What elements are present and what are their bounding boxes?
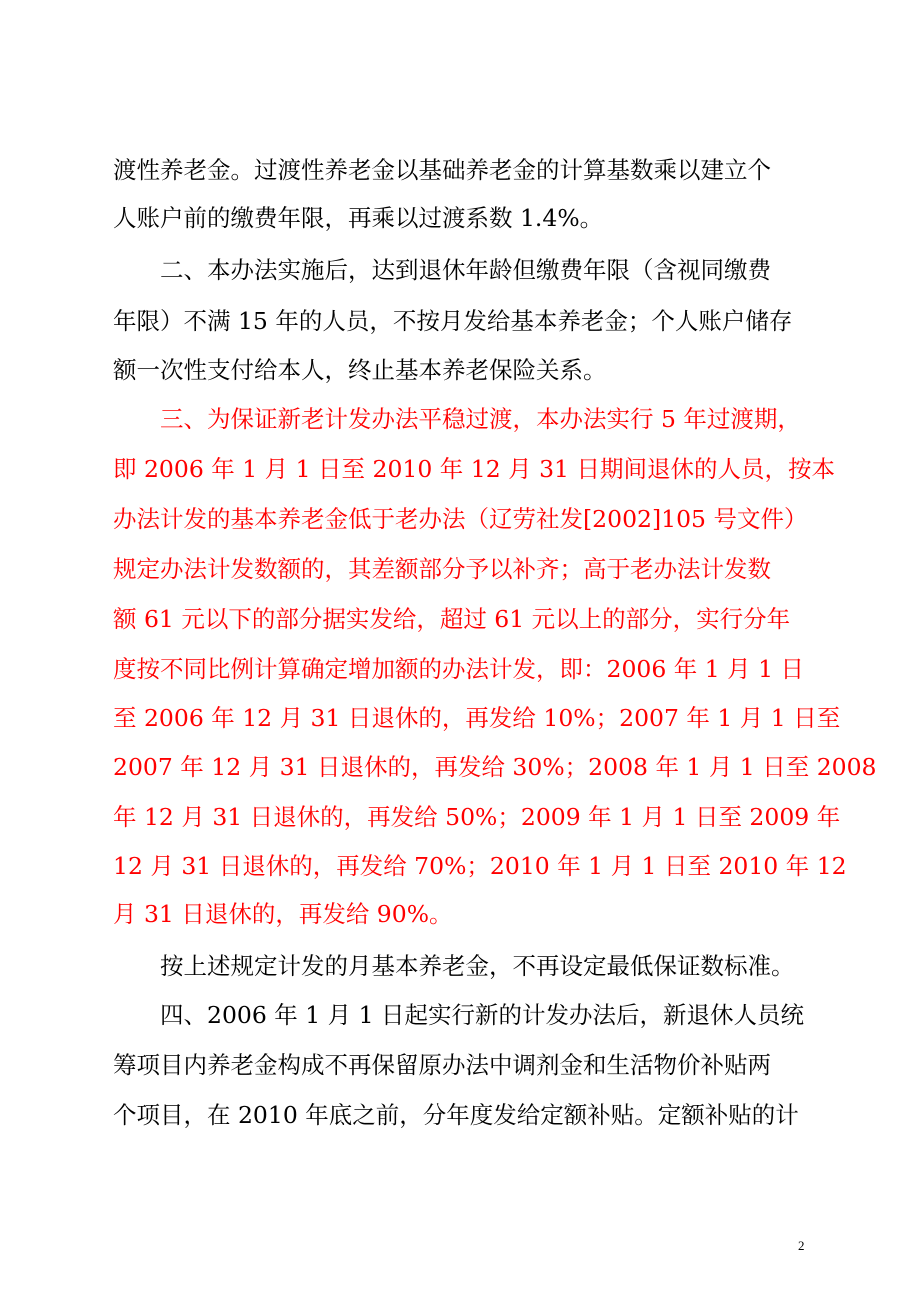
- paragraph-line: 按上述规定计发的月基本养老金，不再设定最低保证数标准。: [160, 952, 795, 980]
- paragraph-line: 额 61 元以下的部分据实发给，超过 61 元以上的部分，实行分年: [113, 605, 791, 633]
- paragraph-line: 至 2006 年 12 月 31 日退休的，再发给 10%；2007 年 1 月 1 日至: [113, 704, 841, 732]
- paragraph-line: 二、本办法实施后，达到退休年龄但缴费年限（含视同缴费: [160, 256, 771, 284]
- paragraph-line: 年 12 月 31 日退休的，再发给 50%；2009 年 1 月 1 日至 2009 年: [113, 803, 841, 831]
- paragraph-line: 月 31 日退休的，再发给 90%。: [113, 900, 453, 928]
- paragraph-line: 渡性养老金。过渡性养老金以基础养老金的计算基数乘以建立个: [113, 156, 771, 184]
- paragraph-line: 筹项目内养老金构成不再保留原办法中调剂金和生活物价补贴两: [113, 1051, 771, 1079]
- paragraph-line: 度按不同比例计算确定增加额的办法计发，即：2006 年 1 月 1 日: [113, 655, 805, 683]
- paragraph-line: 额一次性支付给本人，终止基本养老保险关系。: [113, 356, 607, 384]
- paragraph-line: 12 月 31 日退休的，再发给 70%；2010 年 1 月 1 日至 2010 年 12: [113, 852, 847, 880]
- paragraph-line: 即 2006 年 1 月 1 日至 2010 年 12 月 31 日期间退休的人员，按本: [113, 455, 835, 483]
- paragraph-line: 三、为保证新老计发办法平稳过渡，本办法实行 5 年过渡期，: [160, 405, 801, 433]
- paragraph-line: 年限）不满 15 年的人员，不按月发给基本养老金；个人账户储存: [113, 307, 793, 335]
- paragraph-line: 人账户前的缴费年限，再乘以过渡系数 1.4%。: [113, 204, 604, 232]
- page-number: 2: [798, 1238, 805, 1253]
- paragraph-line: 个项目，在 2010 年底之前，分年度发给定额补贴。定额补贴的计: [113, 1101, 799, 1129]
- paragraph-line: 2007 年 12 月 31 日退休的，再发给 30%；2008 年 1 月 1 日至 2008: [113, 753, 877, 781]
- paragraph-line: 规定办法计发数额的，其差额部分予以补齐；高于老办法计发数: [113, 555, 771, 583]
- paragraph-line: 四、2006 年 1 月 1 日起实行新的计发办法后，新退休人员统: [160, 1001, 805, 1029]
- paragraph-line: 办法计发的基本养老金低于老办法（辽劳社发[2002]105 号文件）: [113, 505, 808, 533]
